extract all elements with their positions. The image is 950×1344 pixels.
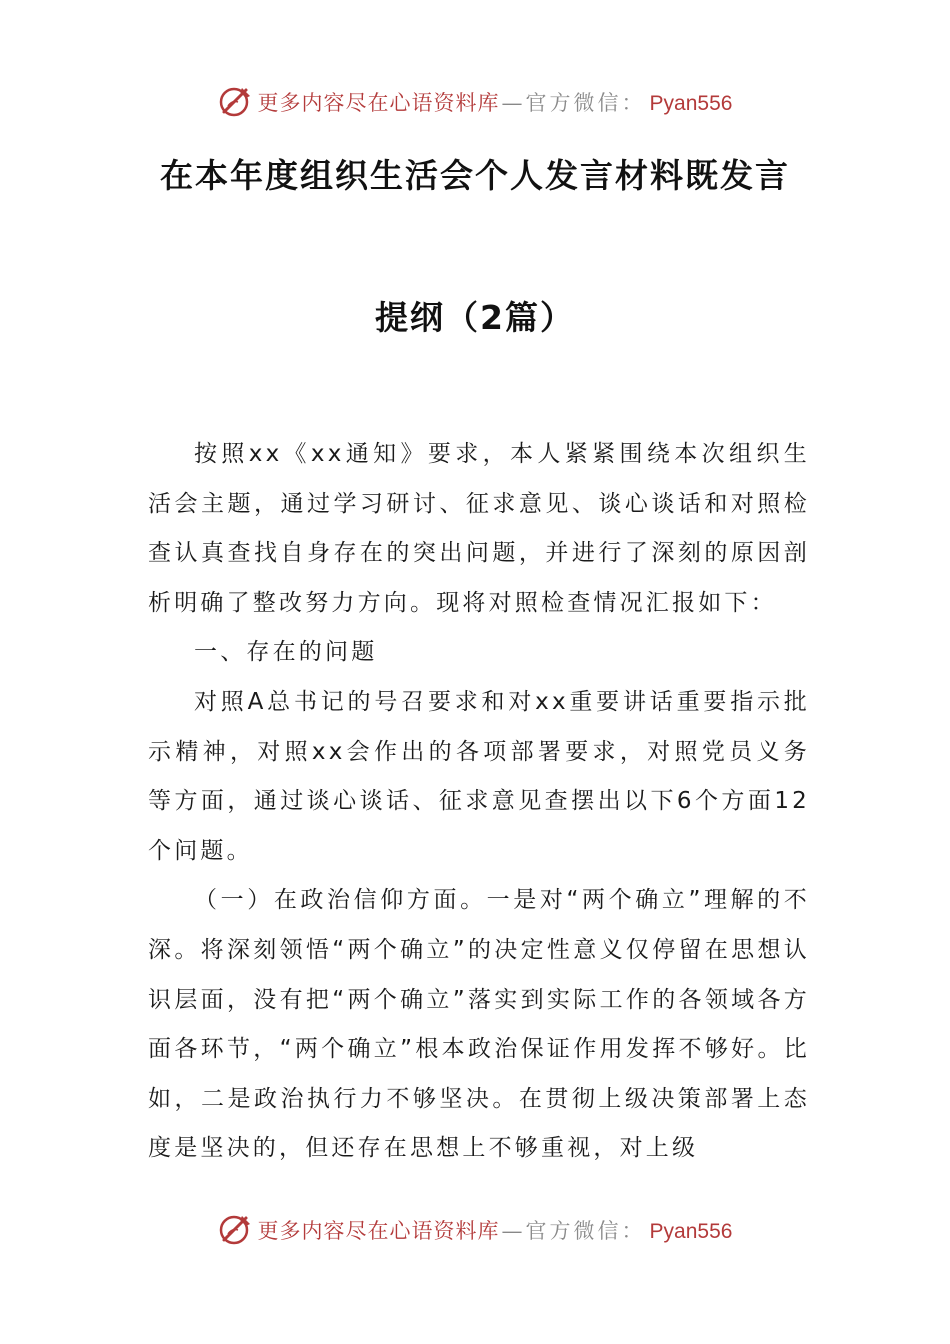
body-paragraph: 按照xx《xx通知》要求，本人紧紧围绕本次组织生活会主题，通过学习研讨、征求意见、谈心谈话和对照检查认真查找自身存在的突出问题，并进行了深刻的原因剖析明确了整改努力方向。现将对照检查情况汇报如下： <box>148 441 810 616</box>
document-title-line-1: 在本年度组织生活会个人发言材料既发言 <box>160 156 790 195</box>
watermark-wechat-id: Pyan556 <box>649 92 733 115</box>
header-watermark-text <box>258 87 733 117</box>
body-paragraph: （一）在政治信仰方面。一是对“两个确立”理解的不深。将深刻领悟“两个确立”的决定性意义仅停留在思想认识层面，没有把“两个确立”落实到实际工作的各领域各方面各环节，“两个确立”根本政治保证作用发挥不够好。比如，二是政治执行力不够坚决。在贯彻上级决策部署上态度是坚决的，但还存在思想上不够重视，对上级 <box>148 887 810 1162</box>
watermark-main-text: 更多内容尽在心语资料库 <box>257 91 500 115</box>
document-body <box>148 430 810 1174</box>
pen-logo-icon <box>218 1212 254 1248</box>
body-paragraph: 对照A总书记的号召要求和对xx重要讲话重要指示批示精神，对照xx会作出的各项部署要求，对照党员义务等方面，通过谈心谈话、征求意见查摆出以下6个方面12个问题。 <box>148 688 810 864</box>
watermark-dash: — <box>501 91 524 115</box>
pen-logo-icon <box>218 84 254 120</box>
header-watermark-banner <box>0 80 950 124</box>
document-title-line-2: 提纲（2篇） <box>375 298 575 337</box>
footer-watermark-banner <box>0 1208 950 1252</box>
watermark-wechat-id: Pyan556 <box>649 1220 733 1243</box>
watermark-main-text: 更多内容尽在心语资料库 <box>257 1219 500 1243</box>
watermark-official-label: 官方微信： <box>525 91 646 115</box>
section-heading: 一、存在的问题 <box>194 639 378 666</box>
footer-watermark-text <box>258 1215 733 1245</box>
watermark-dash: — <box>501 1219 524 1243</box>
watermark-official-label: 官方微信： <box>525 1219 646 1243</box>
